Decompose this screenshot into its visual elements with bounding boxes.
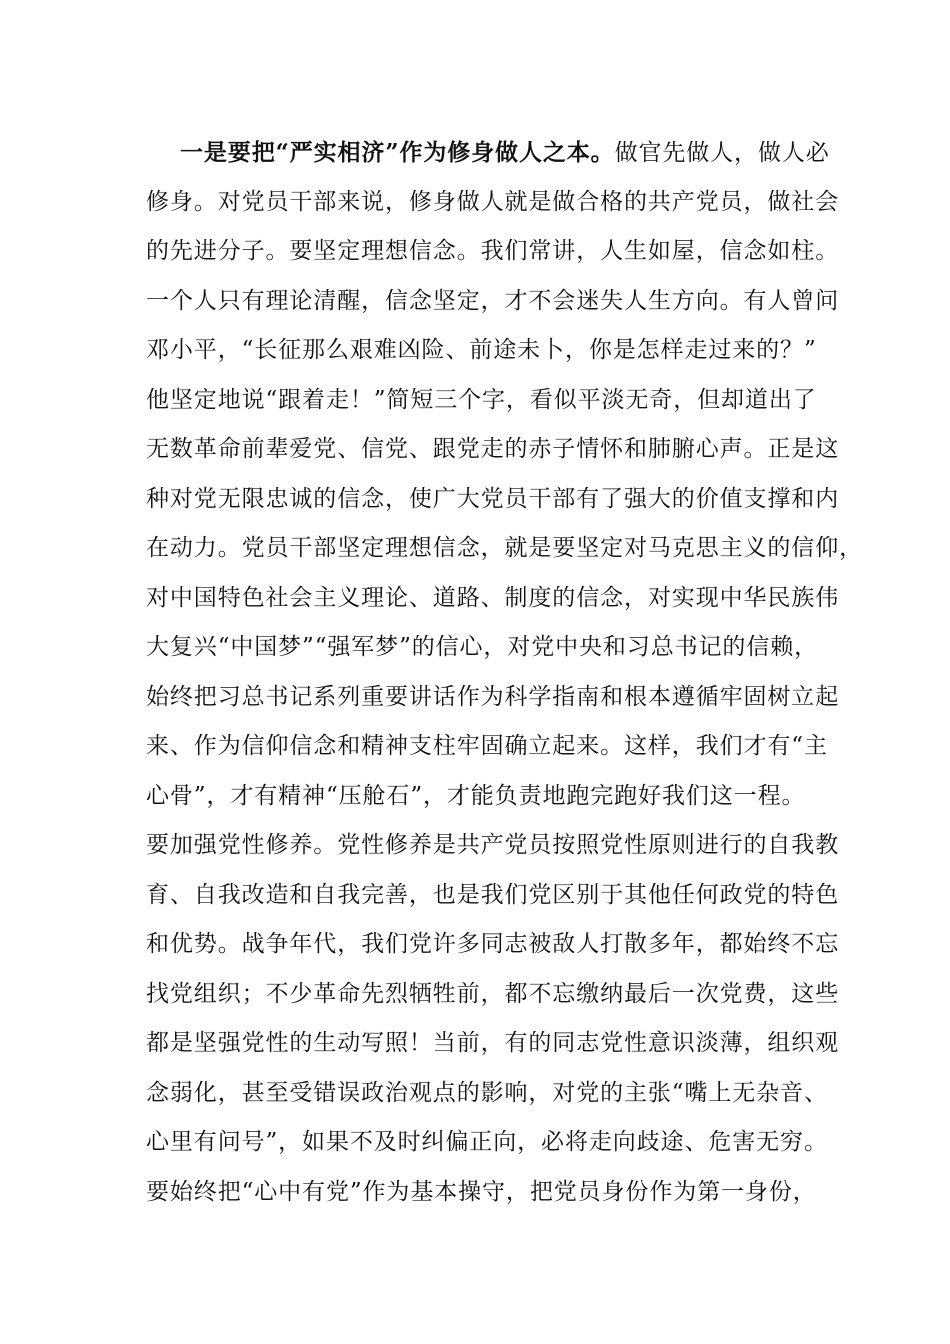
text-line: 要始终把“心中有党”作为基本操守，把党员身份作为第一身份， — [146, 1178, 817, 1205]
text-line-1 — [146, 128, 830, 178]
text-line: 始终把习总书记系列重要讲话作为科学指南和根本遵循牢固树立起 — [146, 683, 840, 710]
text-line: 都是坚强党性的生动写照！当前，有的同志党性意识淡薄，组织观 — [146, 1030, 840, 1056]
text-line: 邓小平，“长征那么艰难凶险、前途未卜，你是怎样走过来的？” — [146, 337, 817, 363]
text-line: 心骨”，才有精神“压舱石”，才能负责地跑完跑好我们这一程。 — [146, 782, 806, 809]
text-line: 来、作为信仰信念和精神支柱牢固确立起来。这样，我们才有“主 — [146, 733, 828, 759]
text-line-1-rest: 做官先做人，做人必 — [614, 140, 830, 166]
text-line: 和优势。战争年代，我们党许多同志被敌人打散多年，都始终不忘 — [146, 931, 840, 957]
text-line: 心里有问号”，如果不及时纠偏正向，必将走向歧途、危害无穷。 — [146, 1129, 828, 1155]
text-line: 找党组织；不少革命先烈牺牲前，都不忘缴纳最后一次党费，这些 — [146, 980, 840, 1007]
text-line: 的先进分子。要坚定理想信念。我们常讲，人生如屋，信念如柱。 — [146, 238, 840, 264]
text-line: 他坚定地说“跟着走！”简短三个字，看似平淡无奇，但却道出了 — [146, 386, 817, 413]
text-line: 对中国特色社会主义理论、道路、制度的信念，对实现中华民族伟 — [146, 584, 840, 611]
text-line: 修身。对党员干部来说，修身做人就是做合格的共产党员，做社会 — [146, 188, 840, 215]
text-line: 念弱化，甚至受错误政治观点的影响，对党的主张“嘴上无杂音、 — [146, 1079, 828, 1106]
text-line: 一个人只有理论清醒，信念坚定，才不会迷失人生方向。有人曾问 — [146, 287, 840, 314]
text-line: 种对党无限忠诚的信念，使广大党员干部有了强大的价值支撑和内 — [146, 485, 840, 512]
text-line: 要加强党性修养。党性修养是共产党员按照党性原则进行的自我教 — [146, 832, 840, 858]
text-line: 大复兴“中国梦”“强军梦”的信心，对党中央和习总书记的信赖， — [146, 634, 819, 660]
text-line: 无数革命前辈爱党、信党、跟党走的赤子情怀和肺腑心声。正是这 — [146, 436, 840, 462]
paragraph-lead-heading: 一是要把“严实相济”作为修身做人之本。 — [180, 139, 615, 166]
body-paragraph — [146, 128, 863, 1217]
text-line: 育、自我改造和自我完善，也是我们党区别于其他任何政党的特色 — [146, 881, 840, 908]
text-line: 在动力。党员干部坚定理想信念，就是要坚定对马克思主义的信仰， — [146, 535, 863, 561]
